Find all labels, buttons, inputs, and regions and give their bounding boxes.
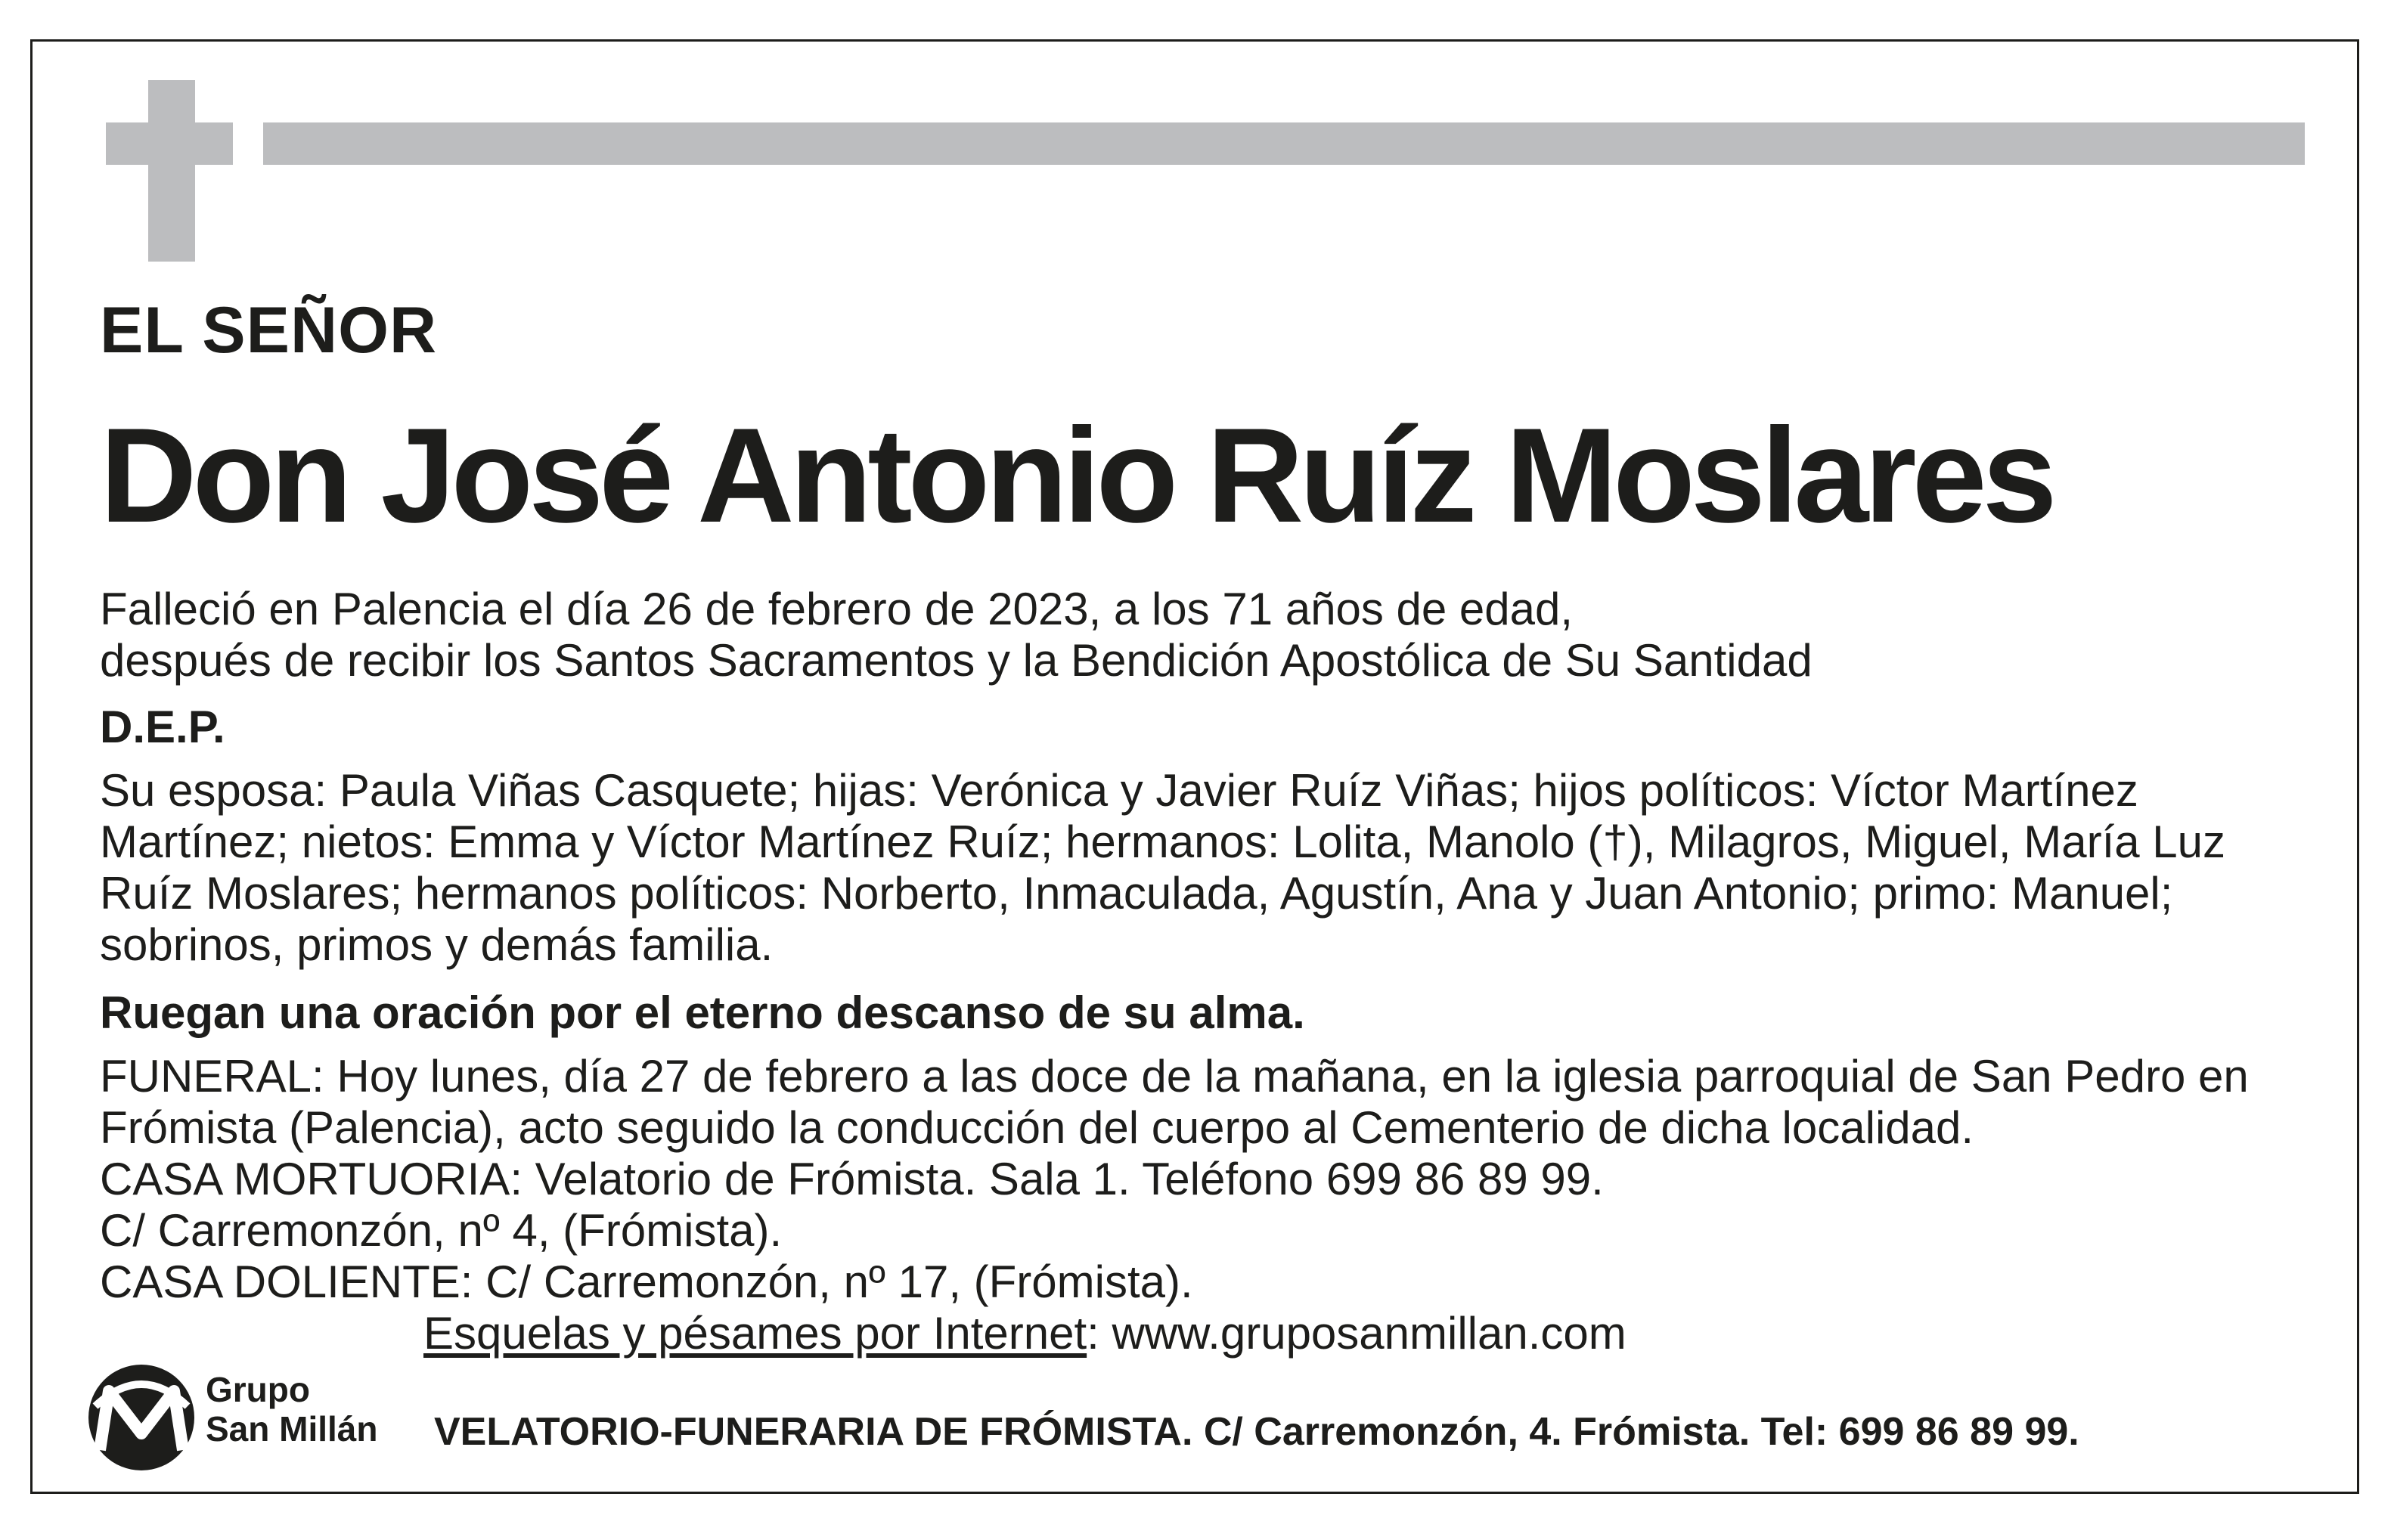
funeral-line: FUNERAL: Hoy lunes, día 27 de febrero a las doce de la mañana, en la iglesia parroquial de San Pedro en (100, 1051, 2249, 1102)
family-line: sobrinos, primos y demás familia. (100, 919, 774, 970)
cross-icon-horizontal (106, 122, 233, 165)
intro-paragraph (100, 584, 1813, 686)
intro-line: Falleció en Palencia el día 26 de febrero de 2023, a los 71 años de edad, (100, 584, 1574, 634)
family-line: Ruíz Moslares; hermanos políticos: Norberto, Inmaculada, Agustín, Ana y Juan Antonio; primo: Manuel; (100, 868, 2173, 919)
cross-icon-vertical (148, 80, 195, 262)
funeral-paragraph (100, 1051, 2249, 1308)
intro-line: después de recibir los Santos Sacramentos y la Bendición Apostólica de Su Santidad (100, 635, 1813, 686)
logo-line-1: Grupo (206, 1370, 310, 1409)
logo-line-2: San Millán (206, 1409, 378, 1449)
deceased-name: Don José Antonio Ruíz Moslares (100, 400, 2053, 550)
funeral-line: CASA MORTUORIA: Velatorio de Frómista. Sala 1. Teléfono 699 86 89 99. (100, 1154, 1604, 1204)
internet-line (423, 1308, 1626, 1359)
funeral-line: Frómista (Palencia), acto seguido la conducción del cuerpo al Cementerio de dicha localidad. (100, 1102, 1974, 1153)
dep-label: D.E.P. (100, 702, 225, 752)
family-paragraph (100, 765, 2225, 971)
family-line: Su esposa: Paula Viñas Casquete; hijas: Verónica y Javier Ruíz Viñas; hijos políticos: Víctor Martínez (100, 765, 2138, 816)
internet-separator: : (1087, 1308, 1099, 1359)
footer-address: VELATORIO-FUNERARIA DE FRÓMISTA. C/ Carremonzón, 4. Frómista. Tel: 699 86 89 99. (434, 1410, 2079, 1454)
funeral-line: C/ Carremonzón, nº 4, (Frómista). (100, 1205, 783, 1256)
internet-label: Esquelas y pésames por Internet (423, 1308, 1087, 1359)
logo-text (206, 1370, 377, 1449)
internet-url[interactable]: www.gruposanmillan.com (1099, 1308, 1626, 1359)
heading: EL SEÑOR (100, 294, 438, 367)
prayer-line: Ruegan una oración por el eterno descanso de su alma. (100, 987, 1305, 1038)
grupo-san-millan-logo-icon (85, 1361, 198, 1474)
funeral-line: CASA DOLIENTE: C/ Carremonzón, nº 17, (Frómista). (100, 1256, 1193, 1307)
header-rule (263, 122, 2305, 165)
family-line: Martínez; nietos: Emma y Víctor Martínez Ruíz; hermanos: Lolita, Manolo (†), Milagros, Miguel, María Luz (100, 816, 2226, 867)
